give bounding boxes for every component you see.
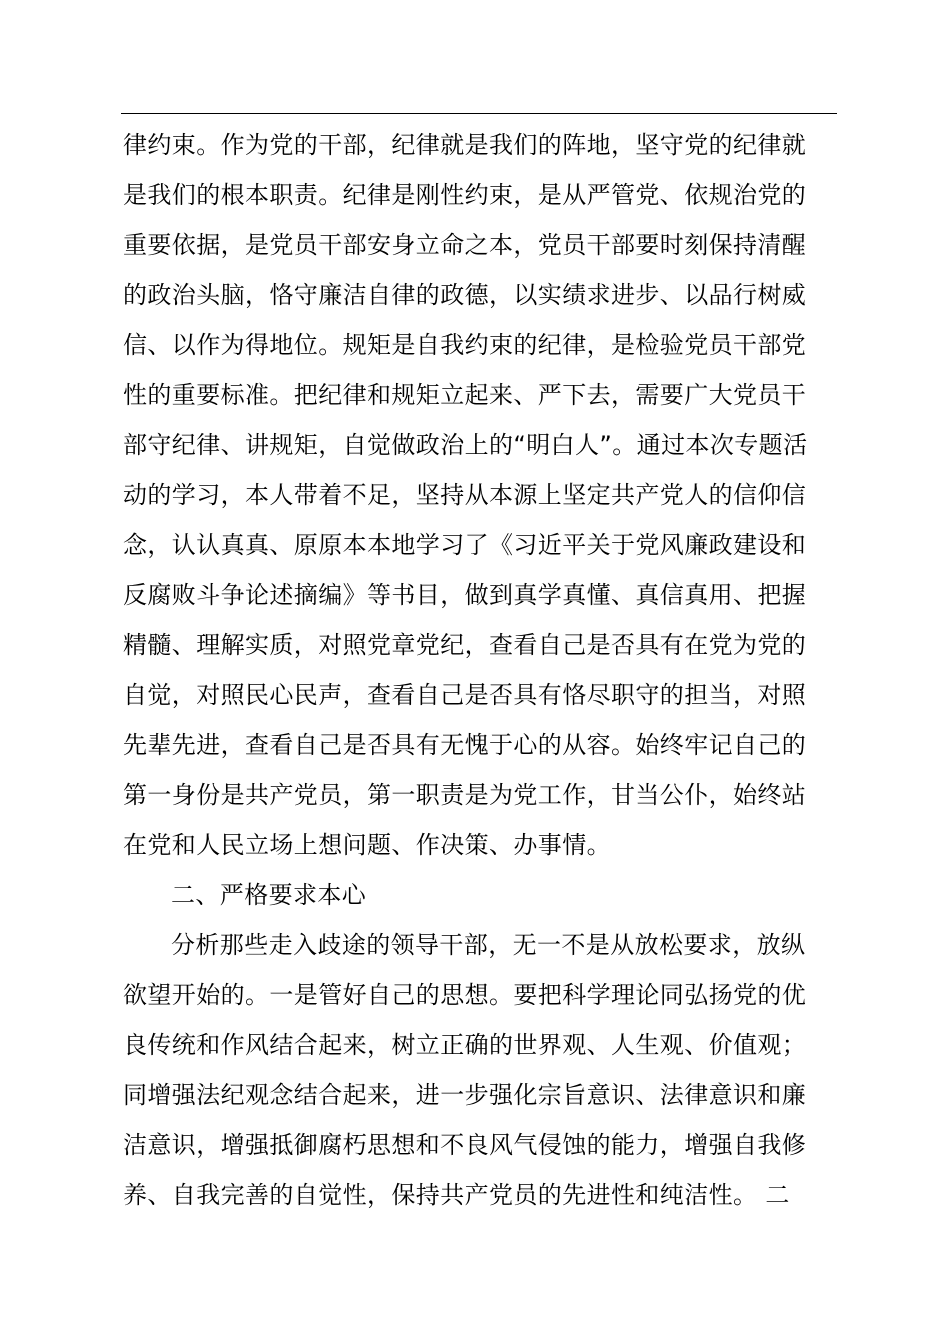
text-line: 精髓、理解实质，对照党章党纪，查看自己是否具有在党为党的 [123,631,807,659]
document-body [123,120,853,1220]
text-line: 养、自我完善的自觉性，保持共产党员的先进性和纯洁性。 二 [123,1181,790,1209]
text-line: 的政治头脑，恪守廉洁自律的政德，以实绩求进步、以品行树威 [123,281,807,309]
text-line: 第一身份是共产党员，第一职责是为党工作，甘当公仆，始终站 [123,781,807,809]
text-line: 良传统和作风结合起来，树立正确的世界观、人生观、价值观； [123,1031,807,1059]
text-line: 先辈先进，查看自己是否具有无愧于心的从容。始终牢记自己的 [123,731,807,759]
text-line: 同增强法纪观念结合起来，进一步强化宗旨意识、法律意识和廉 [123,1081,807,1109]
text-line: 是我们的根本职责。纪律是刚性约束，是从严管党、依规治党的 [123,181,807,209]
text-line: 律约束。作为党的干部，纪律就是我们的阵地，坚守党的纪律就 [123,131,807,159]
text-line: 性的重要标准。把纪律和规矩立起来、严下去，需要广大党员干 [123,381,807,409]
text-line: 部守纪律、讲规矩，自觉做政治上的“明白人”。通过本次专题活 [123,431,808,459]
text-line: 动的学习，本人带着不足，坚持从本源上坚定共产党人的信仰信 [123,481,807,509]
text-line: 洁意识，增强抵御腐朽思想和不良风气侵蚀的能力，增强自我修 [123,1131,807,1159]
text-line: 重要依据，是党员干部安身立命之本，党员干部要时刻保持清醒 [123,231,807,259]
text-line: 欲望开始的。一是管好自己的思想。要把科学理论同弘扬党的优 [123,981,807,1009]
text-line: 自觉，对照民心民声，查看自己是否具有恪尽职守的担当，对照 [123,681,807,709]
text-line: 信、以作为得地位。规矩是自我约束的纪律，是检验党员干部党 [123,331,807,359]
text-line: 念，认认真真、原原本本地学习了《习近平关于党风廉政建设和 [123,531,807,559]
text-line: 反腐败斗争论述摘编》等书目，做到真学真懂、真信真用、把握 [123,581,807,609]
header-rule [121,113,837,114]
text-line: 在党和人民立场上想问题、作决策、办事情。 [123,831,611,859]
section-heading: 二、严格要求本心 [171,881,367,909]
text-line: 分析那些走入歧途的领导干部，无一不是从放松要求，放纵 [171,931,806,959]
